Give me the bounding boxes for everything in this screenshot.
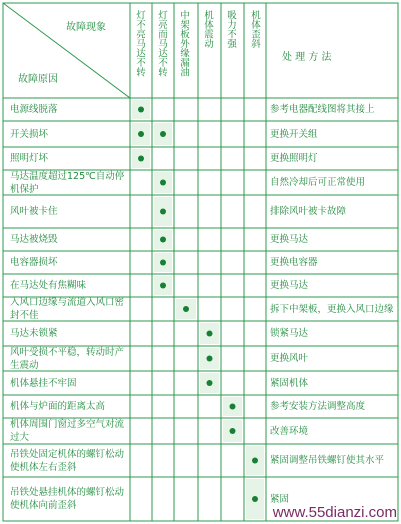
row-reason: 风叶被卡住	[10, 206, 58, 217]
mark-dot	[230, 404, 236, 410]
row-reason: 机体悬挂不牢固	[10, 377, 77, 389]
row-reason: 电源线脱落	[10, 104, 58, 115]
mark-dot	[160, 131, 166, 137]
row-method: 自然冷却后可正常使用	[270, 177, 366, 188]
header-col-0: 灯不亮马达不转	[134, 10, 145, 77]
row-method: 更换风叶	[270, 353, 309, 364]
mark-dot	[160, 209, 166, 215]
row-reason: 电容器损坏	[10, 257, 58, 268]
mark-dot	[183, 306, 189, 312]
row-reason: 吊铁处固定机体的螺钉松动使机体左右歪斜	[10, 448, 125, 473]
row-method: 更换照明灯	[270, 153, 318, 164]
header-col-1: 灯亮而马达不转	[156, 10, 167, 77]
mark-dot	[160, 283, 166, 289]
row-method: 参考电器配线图将其接上	[270, 104, 375, 115]
row-reason: 照明灯坏	[10, 153, 49, 164]
row-reason: 马达温度超过125℃自动停机保护	[10, 170, 125, 195]
mark-dot	[252, 458, 258, 464]
header-method: 处 理 方 法	[282, 52, 332, 63]
row-method: 更换电容器	[270, 257, 318, 268]
row-method: 紧固机体	[270, 377, 309, 389]
mark-dot	[207, 356, 213, 362]
row-reason: 在马达处有焦糊味	[10, 280, 87, 291]
row-method: 紧固	[270, 493, 290, 505]
mark-dot	[230, 428, 236, 434]
row-method: 排除风叶被卡故障	[270, 206, 347, 217]
row-reason: 马达被烧毁	[10, 234, 58, 245]
header-col-4: 吸力不强	[225, 10, 236, 48]
mark-dot	[207, 331, 213, 337]
mark-dot	[160, 180, 166, 186]
mark-dot	[160, 237, 166, 243]
header-col-2: 中架板外缘漏油	[178, 10, 189, 77]
header-fault-phenomenon: 故障现象	[66, 22, 106, 33]
row-method: 拆下中架板，更换入风口边缘	[270, 303, 394, 315]
mark-dot	[252, 496, 258, 502]
row-reason: 开关损坏	[10, 128, 49, 140]
mark-dot	[138, 107, 144, 113]
row-reason: 入风口边缘与流道入风口密封不佳	[10, 297, 125, 321]
row-reason: 风叶受损不平稳，转动时产生震动	[10, 346, 125, 371]
row-reason: 吊铁处悬挂机体的螺钉松动使机体向前歪斜	[10, 487, 125, 511]
row-method: 更换马达	[270, 280, 309, 291]
header-fault-cause: 故障原因	[18, 74, 58, 85]
mark-dot	[207, 380, 213, 386]
watermark: www.55dianzi.com	[272, 504, 397, 521]
header-col-5: 机体歪斜	[249, 10, 260, 48]
header-col-3: 机体震动	[202, 10, 213, 48]
row-method: 锁紧马达	[270, 328, 309, 339]
row-method: 改善环境	[270, 425, 309, 437]
row-reason: 机体与炉面的距离太高	[10, 401, 106, 412]
row-method: 更换开关组	[270, 128, 318, 140]
row-method: 更换马达	[270, 234, 309, 245]
mark-dot	[138, 131, 144, 137]
row-reason: 马达未锁紧	[10, 328, 58, 339]
row-method: 紧固调整吊铁螺钉使其水平	[270, 455, 385, 466]
mark-dot	[160, 260, 166, 266]
row-method: 参考安装方法调整高度	[270, 401, 366, 412]
row-reason: 机体周围门窗过多空气对流过大	[10, 419, 125, 443]
mark-dot	[138, 156, 144, 162]
